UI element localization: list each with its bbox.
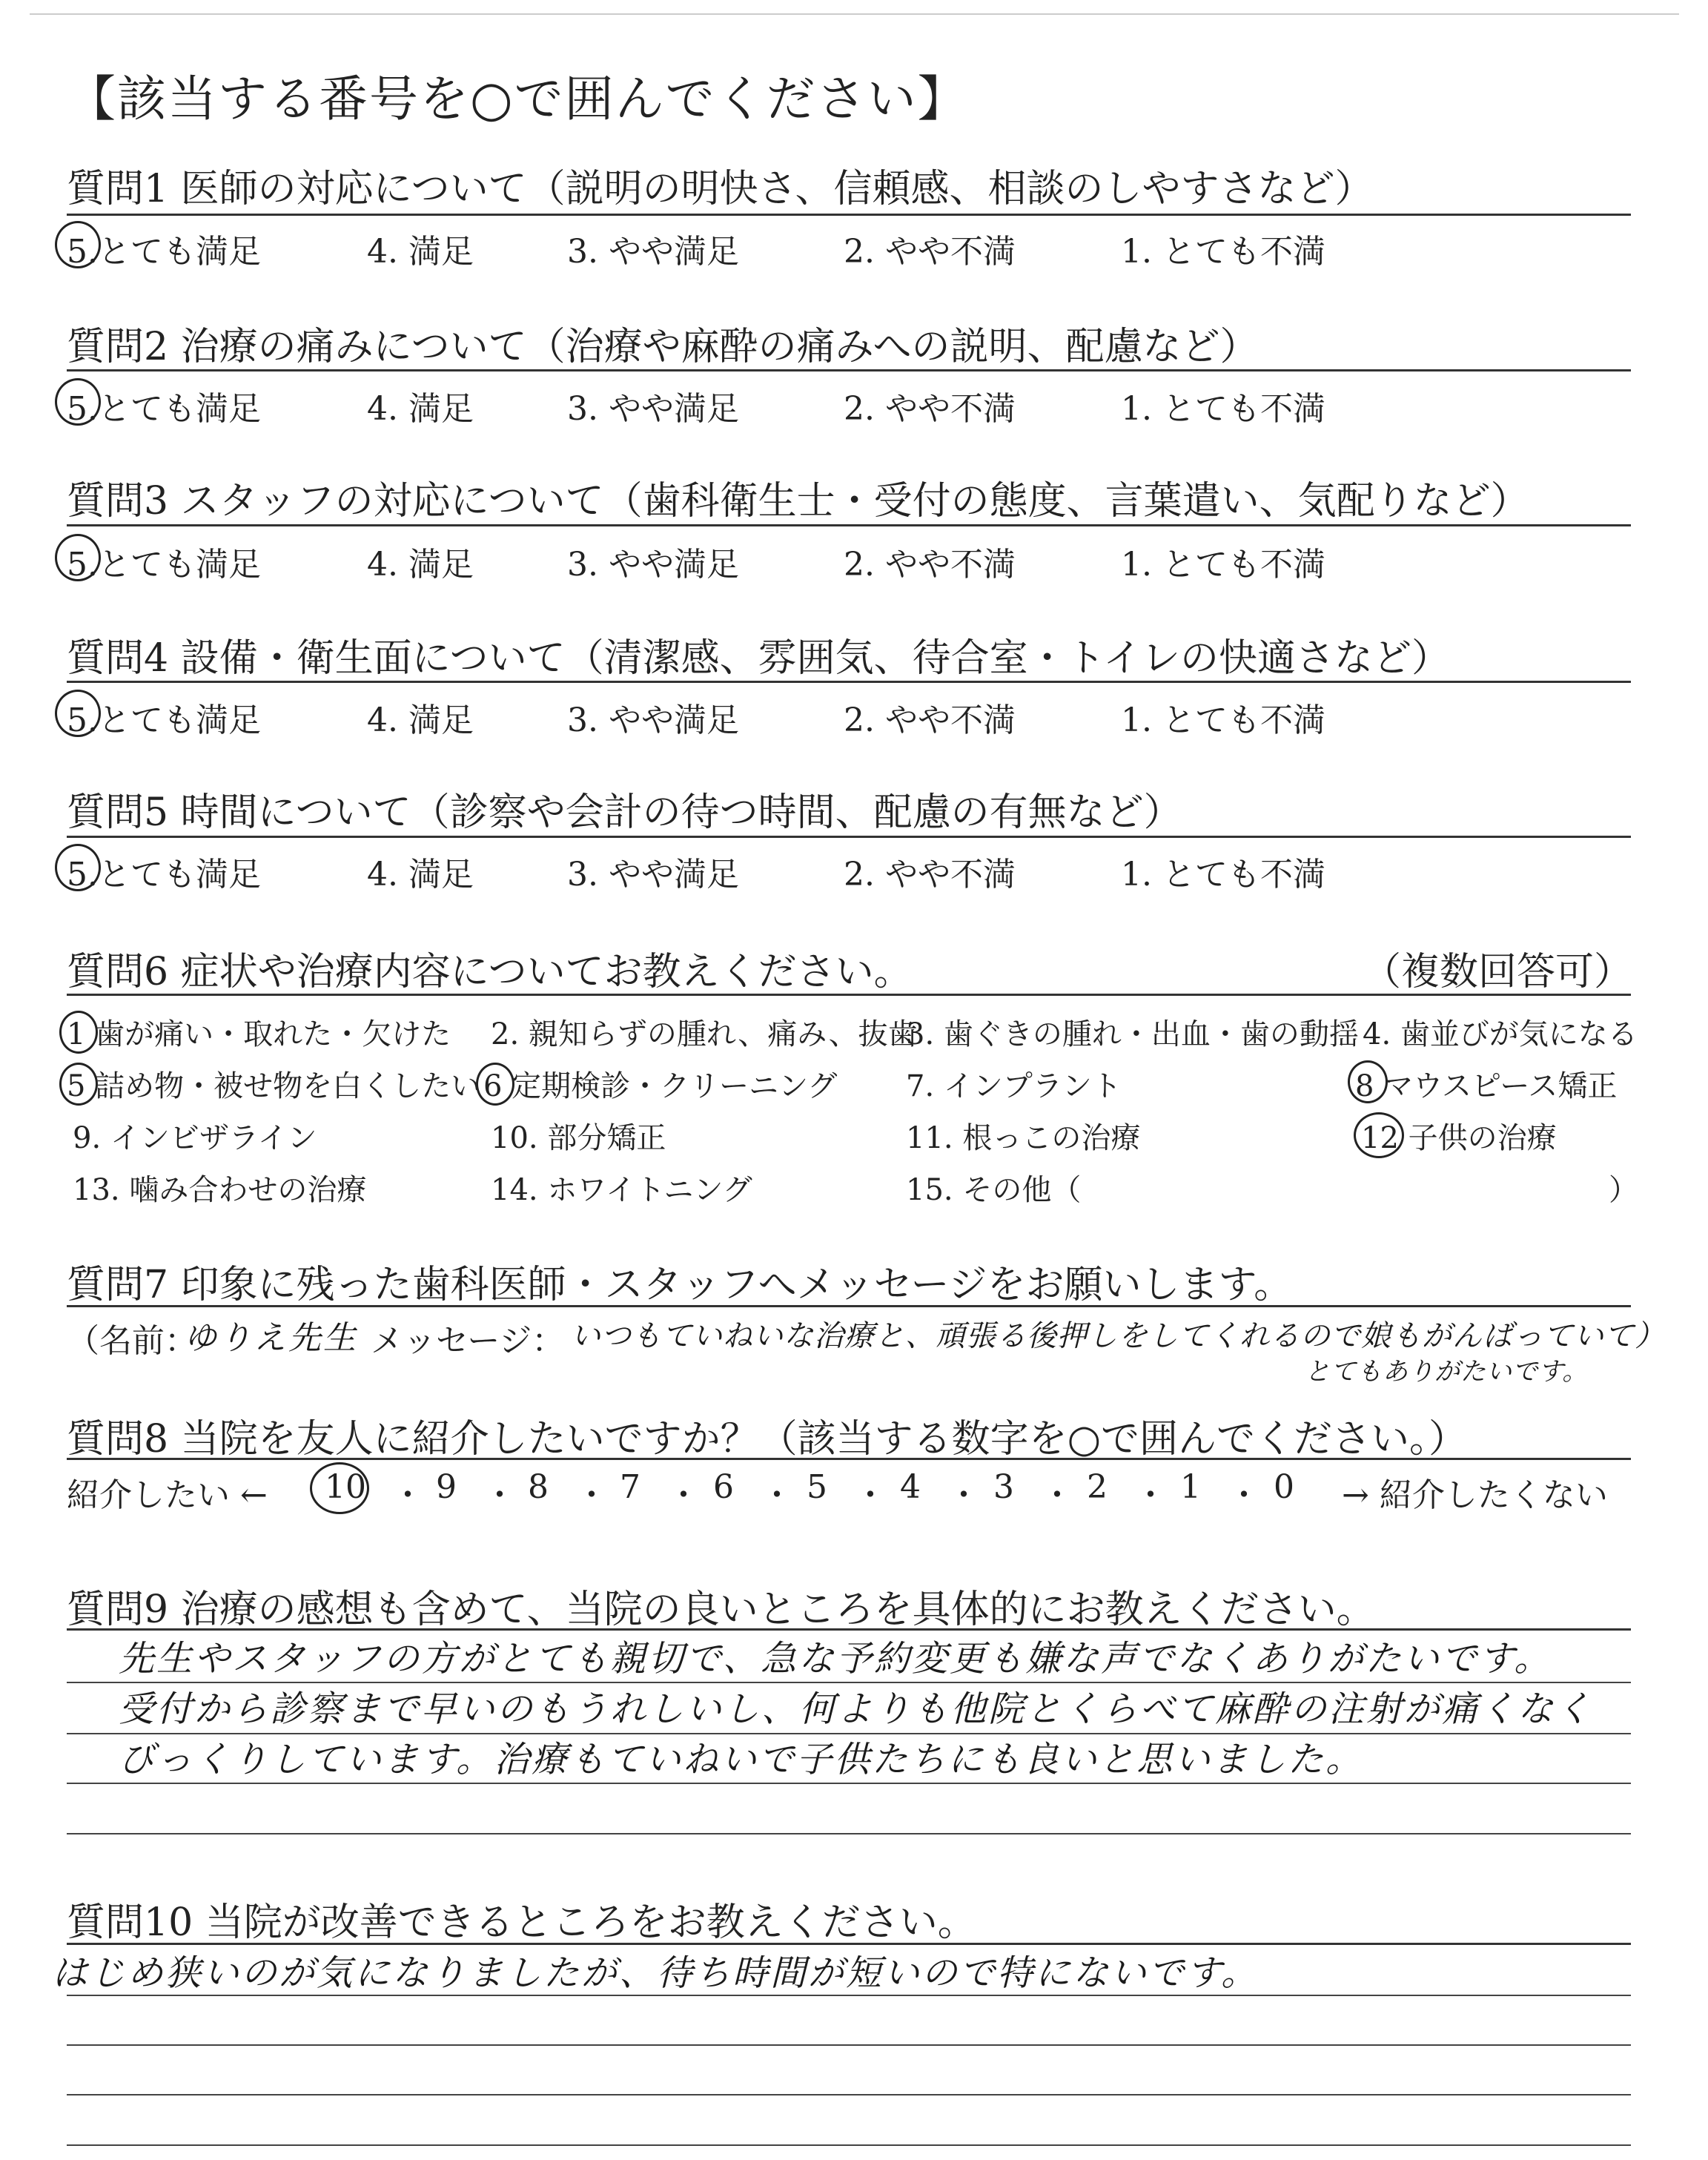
q8-dot: ・ [1134,1476,1167,1514]
q2-option-5[interactable]: 5.とても満足 [67,390,261,428]
q8-left-label: 紹介したい ← [67,1476,268,1514]
q5-rule [67,836,1631,838]
q3-option-4[interactable]: 4. 満足 [367,546,474,584]
q8-dot: ・ [854,1476,887,1514]
q7-message-line-2[interactable]: とてもありがたいです。 [1305,1357,1589,1387]
q8-dot: ・ [1228,1476,1260,1514]
q6-option-13[interactable]: 13. 噛み合わせの治療 [73,1173,367,1207]
q5-option-4[interactable]: 4. 満足 [367,856,474,894]
q6-option-5[interactable]: 5 詰め物・被せ物を白くしたい [67,1069,481,1103]
q8-dot: ・ [575,1476,608,1514]
q6-option-15-close: ） [1609,1173,1638,1207]
q3-option-5[interactable]: 5.とても満足 [67,546,261,584]
q8-rule [67,1458,1631,1460]
q6-option-14[interactable]: 14. ホワイトニング [491,1173,752,1207]
q8-scale-5[interactable]: 5 [807,1468,827,1506]
q4-option-4[interactable]: 4. 満足 [367,701,474,739]
q6-option-9[interactable]: 9. インビザライン [73,1121,317,1155]
q8-dot: ・ [667,1476,700,1514]
q10-rule-3 [67,2044,1631,2046]
q6-option-15[interactable]: 15. その他（ [906,1173,1082,1207]
q1-rule [67,214,1631,216]
q5-heading: 質問5 時間について（診察や会計の待つ時間、配慮の有無など） [67,790,1182,835]
q4-option-5[interactable]: 5.とても満足 [67,701,261,739]
q6-option-8[interactable]: 8 マウスピース矯正 [1355,1069,1618,1103]
q1-option-2[interactable]: 2. やや不満 [844,233,1016,271]
q2-option-3[interactable]: 3. やや満足 [567,390,739,428]
q7-heading: 質問7 印象に残った歯科医師・スタッフへメッセージをお願いします。 [67,1263,1293,1307]
q2-heading: 質問2 治療の痛みについて（治療や麻酔の痛みへの説明、配慮など） [67,325,1259,369]
q7-message-label: メッセージ： [371,1322,565,1360]
q8-scale-2[interactable]: 2 [1087,1468,1108,1506]
q8-dot: ・ [947,1476,980,1514]
q10-rule-4 [67,2094,1631,2095]
q5-option-5[interactable]: 5.とても満足 [67,856,261,894]
q10-rule-5 [67,2144,1631,2146]
q8-right-label: → 紹介したくない [1342,1476,1608,1514]
q8-scale-10[interactable]: 10 [325,1468,366,1506]
q3-option-2[interactable]: 2. やや不満 [844,546,1016,584]
q6-option-3[interactable]: 3. 歯ぐきの腫れ・出血・歯の動揺 [906,1017,1359,1051]
page-title: 【該当する番号を○で囲んでください】 [67,70,968,128]
q1-option-5[interactable]: 5.とても満足 [67,233,261,271]
q6-heading: 質問6 症状や治療内容についてお教えください。 [67,950,913,994]
q3-rule [67,524,1631,526]
q8-scale-6[interactable]: 6 [713,1468,734,1506]
q8-dot: ・ [761,1476,793,1514]
q5-option-3[interactable]: 3. やや満足 [567,856,739,894]
q7-name-value[interactable]: ゆりえ先生 [184,1319,358,1357]
q2-option-2[interactable]: 2. やや不満 [844,390,1016,428]
q3-option-3[interactable]: 3. やや満足 [567,546,739,584]
q6-option-7[interactable]: 7. インプラント [906,1069,1122,1103]
q2-option-4[interactable]: 4. 満足 [367,390,474,428]
q7-name-label: （名前： [67,1322,197,1360]
q6-option-12[interactable]: 12 子供の治療 [1361,1121,1557,1155]
q8-scale-0[interactable]: 0 [1274,1468,1294,1506]
q10-answer-line-1[interactable]: はじめ狭いのが気になりましたが、待ち時間が短いので特にないです。 [52,1952,1260,1994]
q8-scale-7[interactable]: 7 [620,1468,640,1506]
q9-rule-5 [67,1833,1631,1834]
q6-rule [67,994,1631,996]
q1-option-4[interactable]: 4. 満足 [367,233,474,271]
q1-heading: 質問1 医師の対応について（説明の明快さ、信頼感、相談のしやすさなど） [67,167,1374,211]
q4-option-3[interactable]: 3. やや満足 [567,701,739,739]
q6-option-2[interactable]: 2. 親知らずの腫れ、痛み、抜歯 [491,1017,918,1051]
q3-heading: 質問3 スタッフの対応について（歯科衛生士・受付の態度、言葉遣い、気配りなど） [67,479,1529,524]
q9-answer-line-1[interactable]: 先生やスタッフの方がとても親切で、急な予約変更も嫌な声でなくありがたいです。 [119,1638,1552,1680]
q1-option-3[interactable]: 3. やや満足 [567,233,739,271]
q8-scale-8[interactable]: 8 [528,1468,549,1506]
q4-rule [67,681,1631,683]
q4-option-1[interactable]: 1. とても不満 [1121,701,1325,739]
q8-dot: ・ [391,1476,424,1514]
q7-message-line-1[interactable]: いつもていねいな治療と、頑張る後押しをしてくれるので娘もがんばっていて） [571,1319,1665,1353]
q8-dot: ・ [1041,1476,1073,1514]
q9-answer-line-3[interactable]: びっくりしています。治療もていねいで子供たちにも良いと思いました。 [119,1739,1364,1780]
q4-option-2[interactable]: 2. やや不満 [844,701,1016,739]
q9-rule-4 [67,1783,1631,1784]
q2-option-1[interactable]: 1. とても不満 [1121,390,1325,428]
q6-option-11[interactable]: 11. 根っこの治療 [906,1121,1141,1155]
q6-option-1[interactable]: 1 歯が痛い・取れた・欠けた [67,1017,451,1051]
q8-dot: ・ [483,1476,516,1514]
page-top-edge [30,13,1679,15]
q10-heading: 質問10 当院が改善できるところをお教えください。 [67,1900,976,1945]
q8-scale-3[interactable]: 3 [993,1468,1014,1506]
q2-rule [67,369,1631,371]
q8-scale-9[interactable]: 9 [436,1468,457,1506]
q7-rule [67,1305,1631,1307]
q6-note: （複数回答可） [1363,950,1633,994]
q9-answer-line-2[interactable]: 受付から診察まで早いのもうれしいし、何よりも他院とくらべて麻酔の注射が痛くなく [119,1688,1594,1730]
q8-scale-4[interactable]: 4 [900,1468,921,1506]
q6-option-6[interactable]: 6 定期検診・クリーニング [483,1069,838,1103]
q6-option-10[interactable]: 10. 部分矯正 [491,1121,666,1155]
q5-option-1[interactable]: 1. とても不満 [1121,856,1325,894]
q6-option-4[interactable]: 4. 歯並びが気になる [1363,1017,1638,1051]
q9-heading: 質問9 治療の感想も含めて、当院の良いところを具体的にお教えください。 [67,1588,1375,1632]
q3-option-1[interactable]: 1. とても不満 [1121,546,1325,584]
q8-scale-1[interactable]: 1 [1180,1468,1201,1506]
q1-option-1[interactable]: 1. とても不満 [1121,233,1325,271]
q5-option-2[interactable]: 2. やや不満 [844,856,1016,894]
q4-heading: 質問4 設備・衛生面について（清潔感、雰囲気、待合室・トイレの快適さなど） [67,636,1450,681]
q8-heading: 質問8 当院を友人に紹介したいですか？（該当する数字を○で囲んでください。） [67,1417,1467,1462]
